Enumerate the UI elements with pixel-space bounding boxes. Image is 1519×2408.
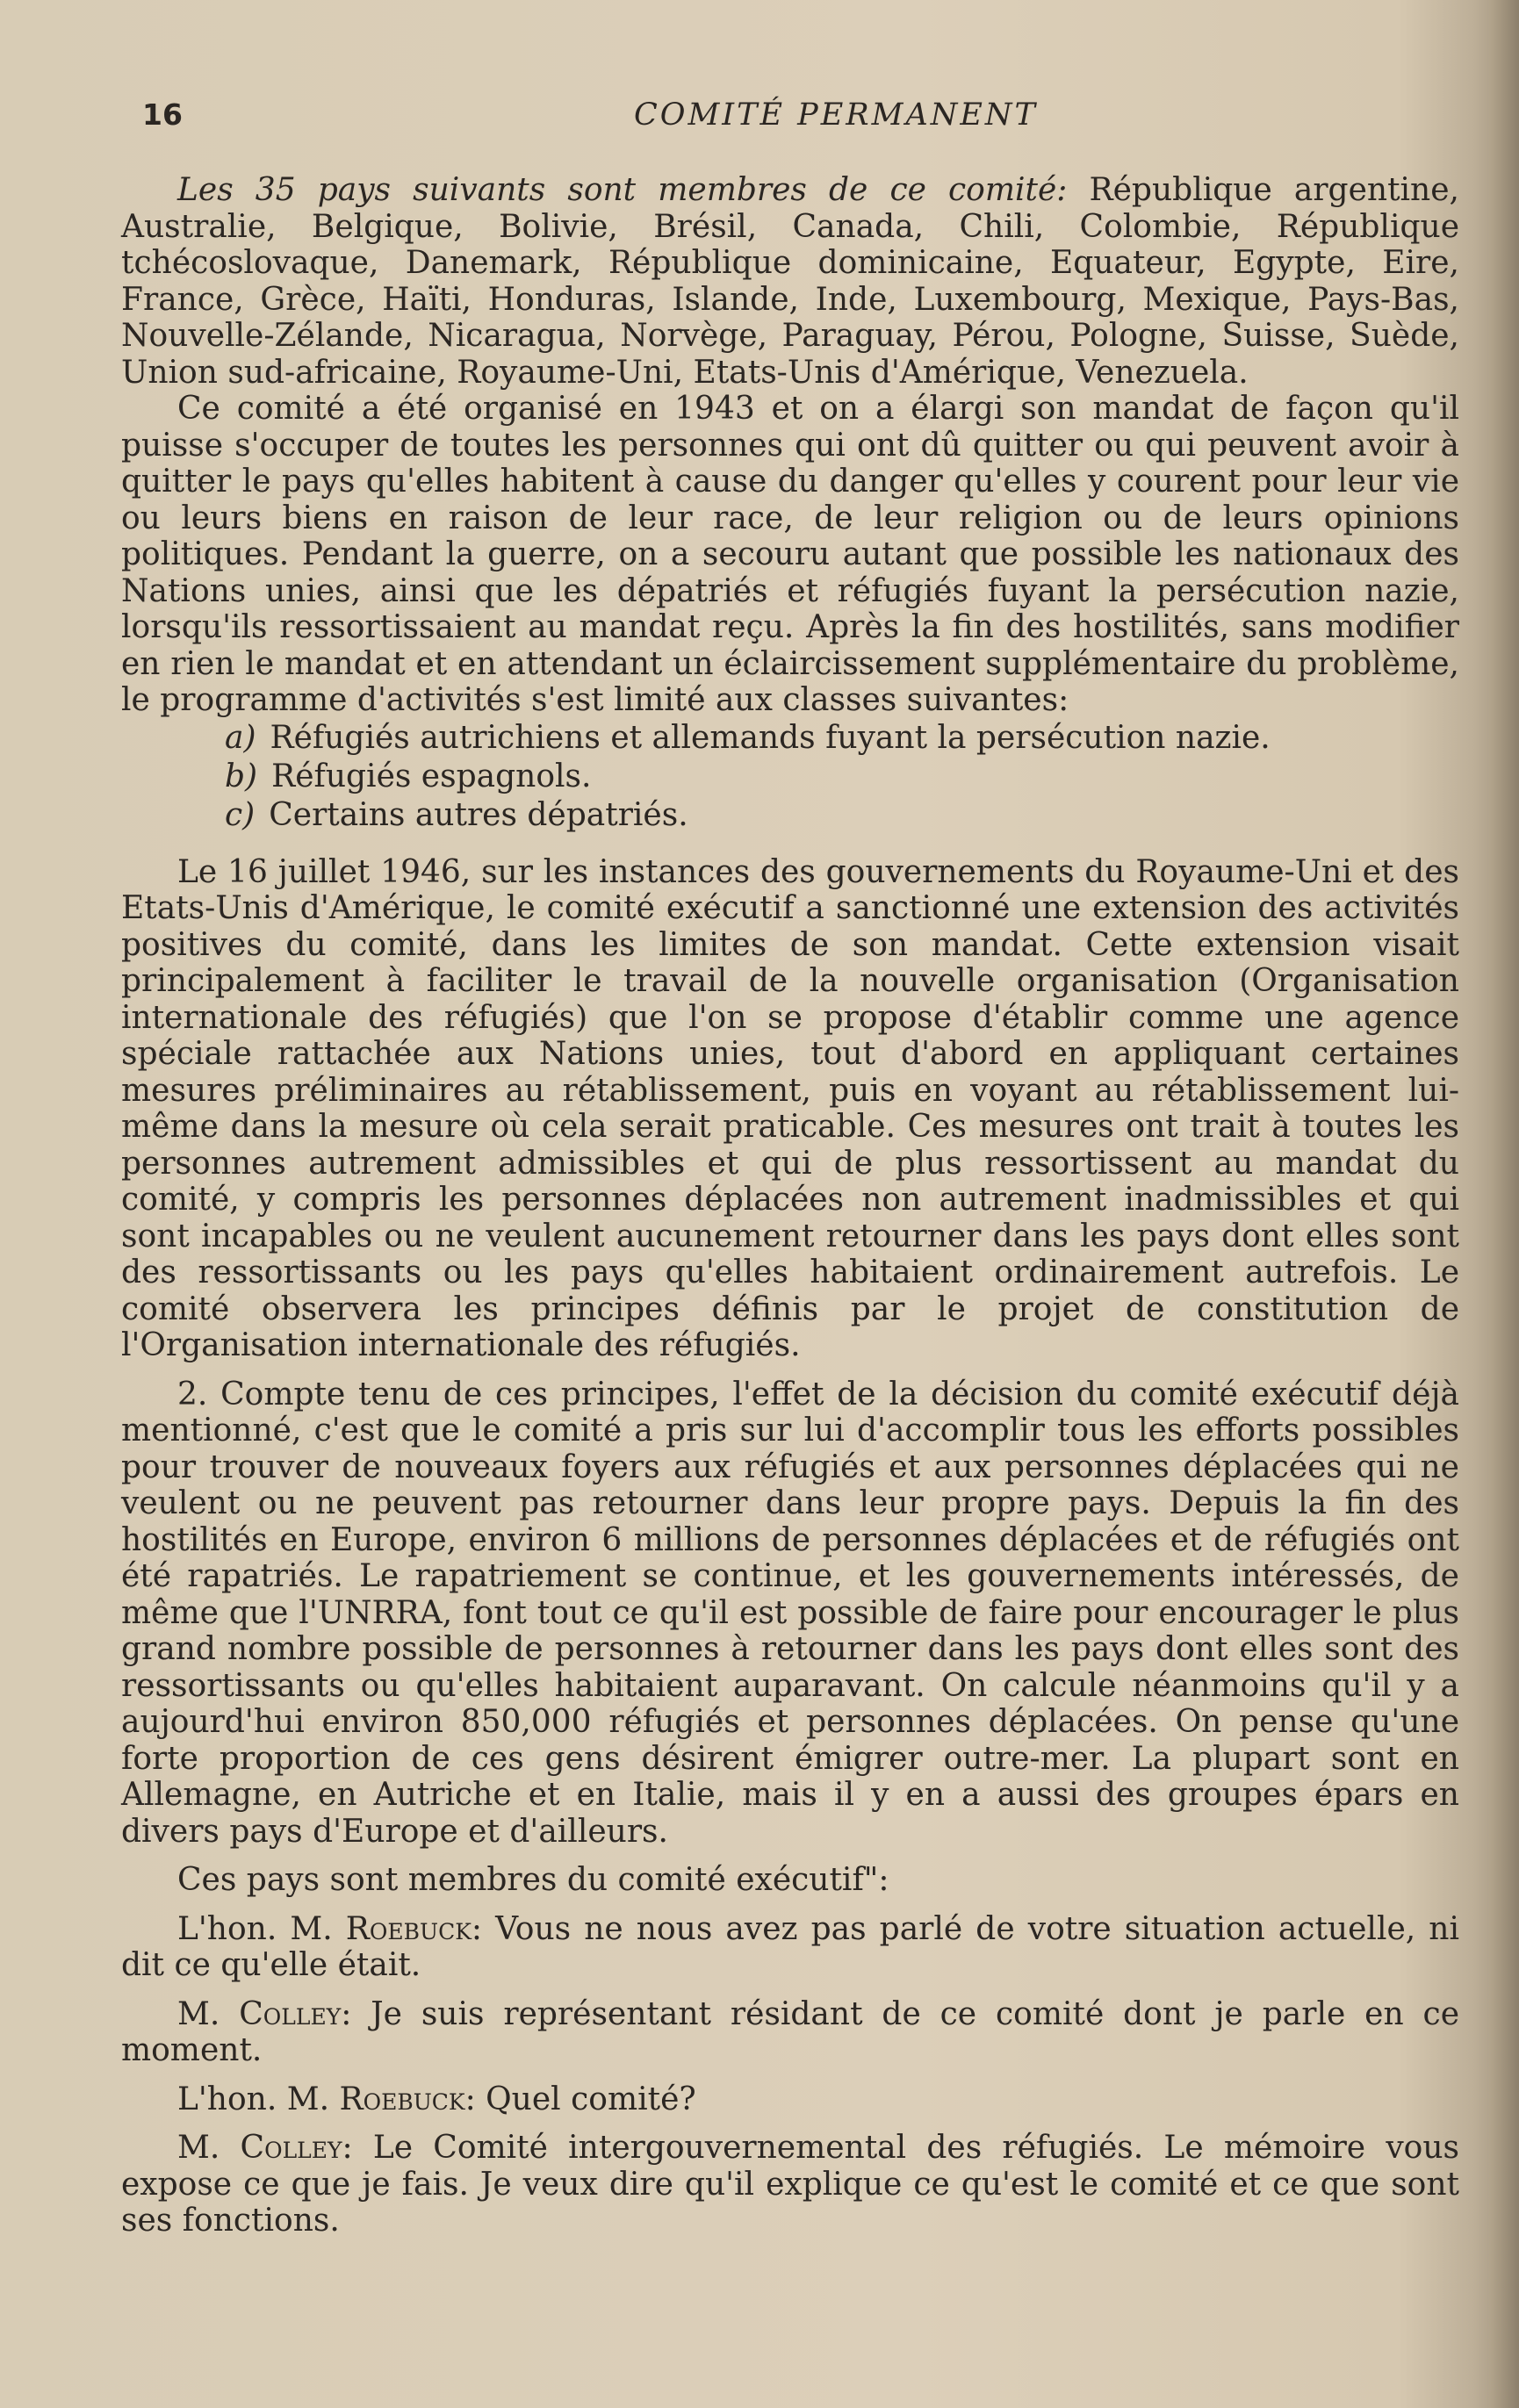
intro-lead: Les 35 pays suivants sont membres de ce comité: — [177, 172, 1068, 208]
list-marker: b) — [225, 758, 258, 794]
paragraph-mandate: Ce comité a été organisé en 1943 et on a élargi son mandat de façon qu'il puisse s'occuper de toutes les personnes qui ont dû quitter ou qui peuvent avoir à quitter le pays qu'elles habitent à cause du danger qu'elles y courent pour leur vie ou leurs biens en raison de leur race, de leur religion ou de leurs opinions politiques. Pendant la guerre, on a secouru autant que possible les nationaux des Nations unies, ainsi que les dépatriés et réfugiés fuyant la persécution nazie, lorsqu'ils ressortissaient au mandat reçu. Après la fin des hostilités, sans modifier en rien le mandat et en attendant un éclaircissement supplémentaire du problème, le programme d'activités s'est limité aux classes suivantes: — [121, 391, 1459, 718]
list-item-text: Réfugiés espagnols. — [271, 758, 592, 794]
dialogue-text: : Vous ne nous avez pas parlé de votre situation actuelle, ni dit ce qu'elle était. — [121, 1910, 1459, 1983]
speaker-prefix: L'hon. M. — [177, 2081, 340, 2117]
list-item-text: Réfugiés autrichiens et allemands fuyant la persécution nazie. — [270, 719, 1271, 756]
speaker-prefix: M. — [177, 2130, 241, 2166]
page-header — [121, 97, 1459, 147]
dialogue-line — [121, 1911, 1459, 1984]
list-item — [121, 758, 1459, 796]
speaker-name: Colley — [239, 1995, 342, 2032]
speaker-prefix: M. — [177, 1995, 240, 2032]
dialogue-text: : Je suis représentant résidant de ce comité dont je parle en ce moment. — [121, 1995, 1460, 2068]
list-marker: c) — [225, 796, 256, 833]
dialogue-line — [121, 2130, 1459, 2239]
list-marker: a) — [225, 719, 256, 756]
page-number: 16 — [142, 97, 183, 132]
speaker-name: Roebuck — [339, 2081, 465, 2117]
intro-country-list: République argentine, Australie, Belgique, Bolivie, Brésil, Canada, Chili, Colombie, République tchécoslovaque, Danemark, République dominicaine, Equateur, Egypte, Eire, France, Grèce, Haïti, Honduras, Islande, Inde, Luxembourg, Mexique, Pays-Bas, Nouvelle-Zélande, Nicaragua, Norvège, Paraguay, Pérou, Pologne, Suisse, Suède, Union sud-africaine, Royaume-Uni, Etats-Unis d'Amérique, Venezuela. — [121, 172, 1459, 391]
running-title: COMITÉ PERMANENT — [634, 97, 1038, 133]
page-binding-edge — [1489, 0, 1519, 2408]
paragraph-executive-members: Ces pays sont membres du comité exécutif": — [177, 1862, 889, 1898]
paragraph-extension: Le 16 juillet 1946, sur les instances des gouvernements du Royaume-Uni et des Etats-Unis d'Amérique, le comité exécutif a sanctionné une extension des activités positives du comité, dans les limites de son mandat. Cette extension visait principalement à faciliter le travail de la nouvelle organisation (Organisation internationale des réfugiés) que l'on se propose d'établir comme une agence spéciale rattachée aux Nations unies, tout d'abord en appliquant certaines mesures préliminaires au rétablissement, puis en voyant au rétablissement lui-même dans la mesure où cela serait praticable. Ces mesures ont trait à toutes les personnes autrement admissibles et qui de plus ressortissent au mandat du comité, y compris les personnes déplacées non autrement inadmissibles et qui sont incapables ou ne veulent aucunement retourner dans les pays dont elles sont des ressortissants ou les pays qu'elles habitaient ordinairement autrefois. Le comité observera les principes définis par le projet de constitution de l'Organisation internationale des réfugiés. — [121, 853, 1459, 1363]
dialogue-line — [121, 1996, 1459, 2069]
dialogue-line — [121, 2081, 1459, 2118]
speaker-name: Colley — [240, 2130, 342, 2166]
dialogue-text: : Quel comité? — [464, 2081, 696, 2117]
speaker-name: Roebuck — [345, 1910, 472, 1947]
speaker-prefix: L'hon. M. — [177, 1910, 346, 1947]
page-content — [121, 97, 1459, 2239]
list-item-text: Certains autres dépatriés. — [269, 796, 688, 833]
intro-paragraph — [121, 172, 1459, 391]
dialogue-text: : Le Comité intergouvernemental des réfugiés. Le mémoire vous expose ce que je fais. Je veux dire qu'il explique ce qu'est le comité et ce que sont ses fonctions. — [121, 2130, 1459, 2239]
paragraph-principles: 2. Compte tenu de ces principes, l'effet de la décision du comité exécutif déjà mentionné, c'est que le comité a pris sur lui d'accomplir tous les efforts possibles pour trouver de nouveaux foyers aux réfugiés et aux personnes déplacées qui ne veulent ou ne peuvent pas retourner dans leur propre pays. Depuis la fin des hostilités en Europe, environ 6 millions de personnes déplacées et de réfugiés ont été rapatriés. Le rapatriement se continue, et les gouvernements intéressés, de même que l'UNRRA, font tout ce qu'il est possible de faire pour encourager le plus grand nombre possible de personnes à retourner dans les pays dont elles sont des ressortissants ou qu'elles habitaient auparavant. On calcule néanmoins qu'il y a aujourd'hui environ 850,000 réfugiés et personnes déplacées. On pense qu'une forte proportion de ces gens désirent émigrer outre-mer. La plupart sont en Allemagne, en Autriche et en Italie, mais il y en a aussi des groupes épars en divers pays d'Europe et d'ailleurs. — [121, 1376, 1459, 1850]
list-item — [121, 719, 1459, 758]
list-item — [121, 796, 1459, 835]
